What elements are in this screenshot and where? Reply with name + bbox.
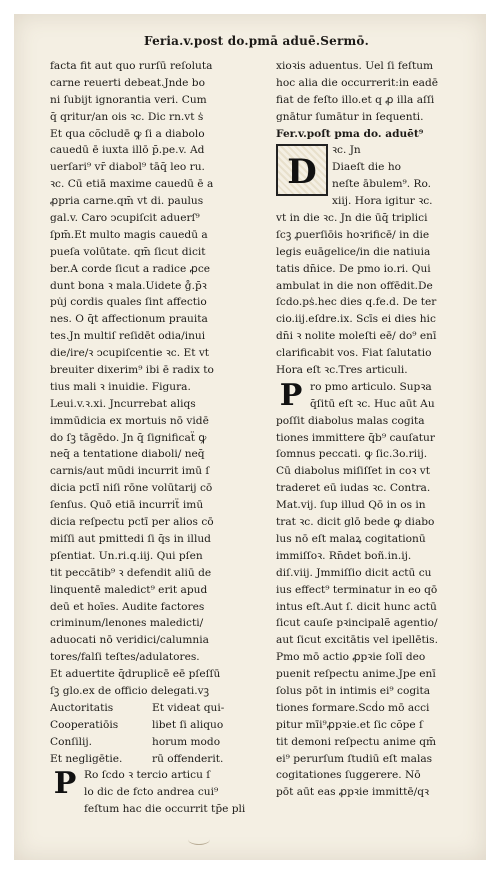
text-line: dicia pctī niſi rōne volūtarij cō bbox=[50, 482, 213, 495]
text-line: aut ſicut excitātis vel ipellētis. bbox=[276, 634, 438, 647]
text-line: ꝛc. Cū etiā maxime cauedū ē a bbox=[50, 178, 214, 191]
text-line: immiſſoꝛ. Rn̄det boñ.in.ij. bbox=[276, 549, 412, 562]
text-line: ſicut cauſe pꝛincipalẽ agentio/ bbox=[276, 617, 438, 630]
text-line: ſꝫ glo.ex de officio delegati.vꝫ bbox=[50, 684, 210, 697]
drop-cap-initial-right: P bbox=[276, 381, 306, 411]
text-line: gal.v. Caro ↄcupiſcit aduerſ⁹ bbox=[50, 212, 200, 225]
text-line: uerſari⁹ vr̄ diabol⁹ tāq̄ leo ru. bbox=[50, 161, 205, 174]
text-line: ambulat in die non offēdit.De bbox=[276, 279, 433, 292]
verse-line: Et videat qui- bbox=[152, 701, 225, 714]
text-line: lo dic de fcto andrea cui⁹ bbox=[84, 786, 219, 799]
text-line: legis euāgelice/in die natiuia bbox=[276, 245, 431, 258]
text-line: ꝓpria carne.qm̄ vt di. paulus bbox=[50, 195, 204, 208]
text-line: xioꝛis aduentus. Uel ſi feſtum bbox=[276, 60, 434, 72]
verse-line: libet ſi aliquo bbox=[152, 718, 224, 731]
text-line: Cū diabolus miſiſſet in coꝛ vt bbox=[276, 465, 430, 478]
text-line: Et aduertite q̄druplicē eē pſeſſū bbox=[50, 668, 221, 681]
text-line: ni ſubijt ignorantia veri. Cum bbox=[50, 93, 207, 106]
text-line: carnis/aut mūdi incurrit imū ſ bbox=[50, 465, 210, 478]
text-line: fiat de feſto illo.et q ꝓ illa aſſi bbox=[276, 93, 435, 106]
verse-block bbox=[50, 700, 270, 768]
verse-line: rū offenderit. bbox=[152, 752, 224, 765]
text-line: dunt bona ꝛ mala.Uidete g̊.p̄ꝛ bbox=[50, 279, 207, 292]
verse-line: Et negligētie. bbox=[50, 752, 123, 765]
text-line: deū et hoīes. Audite factores bbox=[50, 600, 205, 613]
text-line: facta fit aut quo rurſū reſoluta bbox=[50, 60, 213, 72]
text-line: tius mali ꝛ inuidie. Figura. bbox=[50, 380, 191, 393]
text-line: pitur mīi⁹ꝓpꝛie.et ſic cõpe ſ bbox=[276, 718, 423, 731]
text-line: ſolus pōt in intimis ei⁹ cogita bbox=[276, 684, 431, 697]
text-line: q̄ſitū eſt ꝛc. Huc aūt Au bbox=[310, 397, 435, 410]
article-indented-lines bbox=[276, 379, 486, 413]
page-crease bbox=[188, 834, 210, 845]
text-line: vt in die ꝛc. Jn die ūq̄ triplici bbox=[276, 212, 428, 225]
text-line: Et qua cõcludē ꝙ ſi a diabolo bbox=[50, 127, 205, 140]
decorated-initial: D bbox=[276, 144, 328, 196]
text-line: neſte ābulem⁹. Ro. bbox=[332, 178, 432, 191]
article-drop-block-right bbox=[276, 379, 486, 413]
text-line: ius effect⁹ terminatur in eo qō bbox=[276, 583, 438, 596]
text-line: feſtum hac die occurrit tp̄e pli bbox=[84, 803, 246, 816]
text-line: die/ire/ꝛ ↄcupiſcentie ꝛc. Et vt bbox=[50, 347, 210, 360]
text-line: ſpm̄.Et multo magis cauedū a bbox=[50, 228, 208, 241]
section-body bbox=[276, 210, 486, 379]
article-drop-block bbox=[50, 767, 270, 818]
book-page bbox=[14, 14, 486, 860]
text-line: dn̄i ꝛ nolite moleſti eē/ do⁹ enī bbox=[276, 330, 437, 343]
text-line: Hora eſt ꝛc.Tres articuli. bbox=[276, 364, 408, 377]
text-line: pſentiat. Un.ri.q.iij. Qui pſen bbox=[50, 549, 203, 562]
text-line: carne reuerti debeat.Jnde bo bbox=[50, 76, 205, 89]
text-line: dicia reſpectu pctī per alios cō bbox=[50, 516, 214, 529]
text-line: pu̇j cordis quales ſint affectio bbox=[50, 296, 207, 309]
text-line: tatis dn̄ice. De pmo io.ri. Qui bbox=[276, 262, 431, 275]
text-line: immūdicia ex mortuis nō vidē bbox=[50, 414, 209, 427]
text-line: intus eſt.Aut ſ. dicit hunc actū bbox=[276, 600, 437, 613]
verse-left-list bbox=[50, 700, 152, 768]
verse-right-list bbox=[152, 700, 270, 768]
right-text-block bbox=[276, 58, 486, 126]
section-drop-block bbox=[276, 142, 486, 210]
text-line: tiones immittere q̄b⁹ cauſatur bbox=[276, 431, 435, 444]
text-line: ꝛc. Jn bbox=[332, 144, 361, 157]
text-line: tit demoni reſpectu anime qm̄ bbox=[276, 735, 437, 748]
text-line: nes. O q̄t affectionum prauita bbox=[50, 313, 208, 326]
text-line: tes.Jn multiſ reſidēt odia/inui bbox=[50, 330, 206, 343]
text-line: xiij. Hora igitur ꝛc. bbox=[332, 195, 433, 208]
verse-line: Cooperatiōis bbox=[50, 718, 119, 731]
text-line: cogitationes ſuggerere. Nō bbox=[276, 769, 421, 782]
text-line: Leui.v.ꝛ.xi. Jncurrebat aliqs bbox=[50, 397, 196, 410]
text-line: lus nō eſt malaꝝ cogitationū bbox=[276, 532, 426, 545]
text-line: ſcꝫ ꝓuerſiōis hoꝛrificē/ in die bbox=[276, 228, 430, 241]
text-line: ei⁹ perurſum ſtudiū eſt malas bbox=[276, 752, 433, 765]
text-line: q̄ qritur/an ois ꝛc. Dic rn.vt ṡ bbox=[50, 110, 204, 123]
text-line: gnātur ſumātur in ſequenti. bbox=[276, 110, 424, 123]
article-body bbox=[276, 413, 486, 801]
text-line: Mat.vij. ſup illud Qō in os in bbox=[276, 499, 426, 512]
text-line: Ro ſcdo ꝛ tercio articu ſ bbox=[84, 769, 211, 782]
text-line: tit peccātib⁹ ꝛ defendit aliū de bbox=[50, 566, 212, 579]
text-line: tores/falſi teſtes/adulatores. bbox=[50, 651, 200, 664]
text-line: ſcdo.pṡ.hec dies q.fe.d. De ter bbox=[276, 296, 437, 309]
text-line: linquentē maledict⁹ erit apud bbox=[50, 583, 208, 596]
left-text-block bbox=[50, 58, 270, 700]
text-line: hoc alia die occurrerit:in eadē bbox=[276, 76, 439, 89]
drop-cap-initial: P bbox=[50, 769, 80, 799]
text-line: ſomnus peccati. ꝙ ſic.3o.riij. bbox=[276, 448, 428, 461]
text-line: ro pmo articulo. Supꝛa bbox=[310, 380, 432, 393]
text-line: cauedū ē iuxta illō p̄.pe.v. Ad bbox=[50, 144, 205, 157]
text-line: do ſꝫ tāgēdo. Jn q̄ ſignificaẗ ꝙ bbox=[50, 431, 207, 444]
text-line: traderet eū iudas ꝛc. Contra. bbox=[276, 482, 431, 495]
right-column bbox=[276, 58, 486, 801]
text-line: miſſi aut pmittedi ſi q̄s in illud bbox=[50, 532, 211, 545]
text-line: poſſit diabolus malas cogita bbox=[276, 414, 425, 427]
left-column bbox=[50, 58, 270, 818]
section-heading: Fer.v.poſt pma do. aduēt⁹ bbox=[276, 127, 424, 140]
text-line: trat ꝛc. dicit glō bede ꝙ diabo bbox=[276, 516, 435, 529]
text-line: ſenſus. Quō etiā incurriẗ imū bbox=[50, 499, 204, 512]
text-line: neq̄ a tentatione diaboli/ neq̄ bbox=[50, 448, 205, 461]
text-line: pōt aūt eas ꝓpꝛie immittē/qꝛ bbox=[276, 786, 429, 799]
running-head: Feria.v.post do.pmā aduē.Sermō. bbox=[144, 34, 369, 48]
text-line: cio.iij.eſdre.ix. Scīs ei dies hic bbox=[276, 313, 436, 326]
text-line: breuiter dixerim⁹ ibi ē radix to bbox=[50, 364, 214, 377]
verse-line: Auctoritatis bbox=[50, 701, 114, 714]
text-line: clarificabit vos. Fiat ſalutatio bbox=[276, 347, 432, 360]
text-line: ber.A corde ſicut a radice ꝓce bbox=[50, 262, 211, 275]
text-line: pueſa volūtate. qm̄ ſicut dicit bbox=[50, 245, 206, 258]
verse-line: horum modo bbox=[152, 735, 221, 748]
text-line: Diaeſt die ho bbox=[332, 161, 402, 174]
left-text-block-b bbox=[50, 767, 270, 818]
text-line: Pmo mō actio ꝓpꝛie ſolī deo bbox=[276, 651, 426, 664]
verse-line: Conſilij. bbox=[50, 735, 93, 748]
text-line: diſ.viij. Jmmiſſio dicit actū cu bbox=[276, 566, 432, 579]
text-line: aduocati nō veridici/calumnia bbox=[50, 634, 209, 647]
text-line: puenit reſpectu anime.Jpe enī bbox=[276, 668, 436, 681]
text-line: criminum/lenones maledicti/ bbox=[50, 617, 204, 630]
text-line: tiones formare.Scḋo mō acci bbox=[276, 701, 430, 714]
